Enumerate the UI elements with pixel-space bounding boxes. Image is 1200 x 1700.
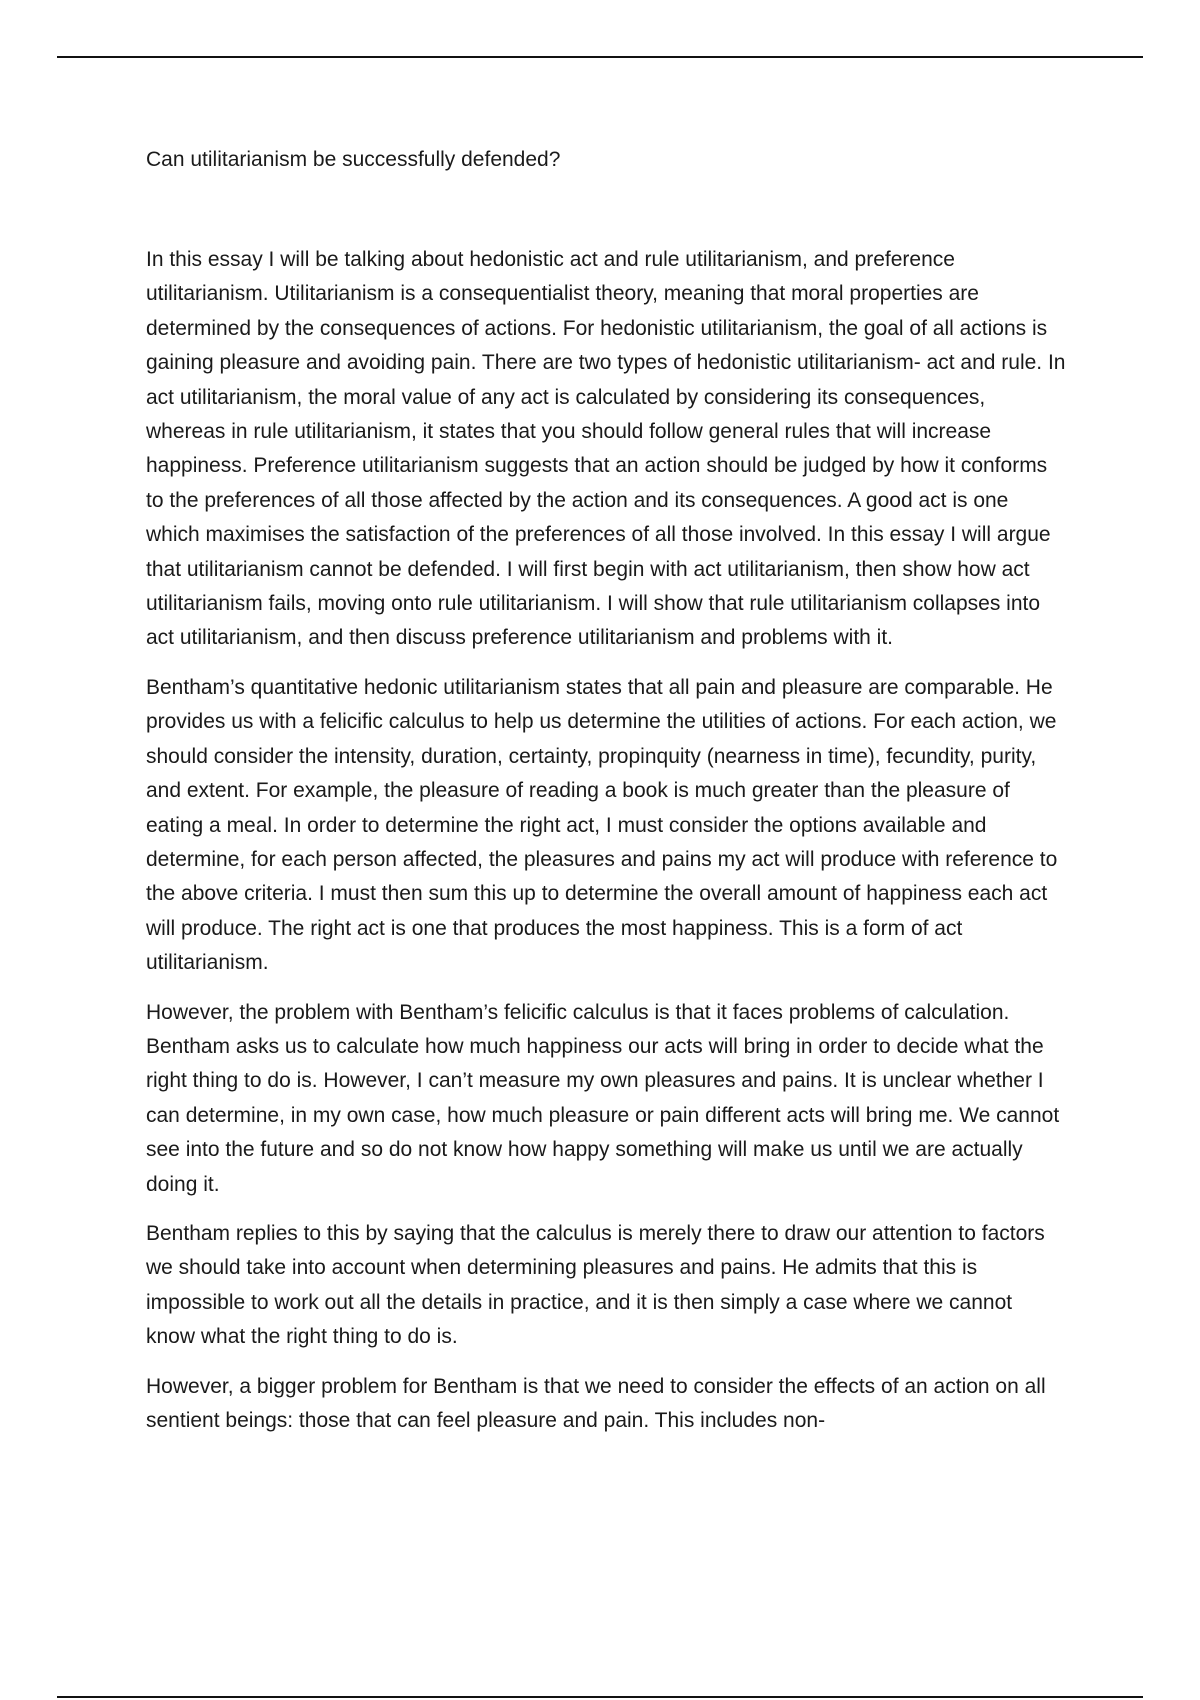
paragraph-intro: In this essay I will be talking about hedonistic act and rule utilitarianism, and preference utilitarianism. Utilitarianism is a consequentialist theory, meaning that moral properties are determined by the consequences of actions. For hedonistic utilitarianism, the goal of all actions is gaining pleasure and avoiding pain. There are two types of hedonistic utilitarianism- act and rule. In act utilitarianism, the moral value of any act is calculated by considering its consequences, whereas in rule utilitarianism, it states that you should follow general rules that will increase happiness. Preference utilitarianism suggests that an action should be judged by how it conforms to the preferences of all those affected by the action and its consequences. A good act is one which maximises the satisfaction of the preferences of all those involved. In this essay I will argue that utilitarianism cannot be defended. I will first begin with act utilitarianism, then show how act utilitarianism fails, moving onto rule utilitarianism. I will show that rule utilitarianism collapses into act utilitarianism, and then discuss preference utilitarianism and problems with it.	[146, 248, 1066, 650]
essay-title: Can utilitarianism be successfully defended?	[146, 148, 561, 171]
paragraph-sentient-beings: However, a bigger problem for Bentham is that we need to consider the effects of an action on all sentient beings: those that can feel pleasure and pain. This includes non-	[146, 1374, 1046, 1432]
document-body	[146, 145, 1066, 1453]
footer-rule	[57, 1696, 1143, 1698]
header-rule	[57, 56, 1143, 58]
paragraph-bentham-calculus: Bentham’s quantitative hedonic utilitarianism states that all pain and pleasure are comparable. He provides us with a felicific calculus to help us determine the utilities of actions. For each action, we should consider the intensity, duration, certainty, propinquity (nearness in time), fecundity, purity, and extent. For example, the pleasure of reading a book is much greater than the pleasure of eating a meal. In order to determine the right act, I must consider the options available and determine, for each person affected, the pleasures and pains my act will produce with reference to the above criteria. I must then sum this up to determine the overall amount of happiness each act will produce. The right act is one that produces the most happiness. This is a form of act utilitarianism.	[146, 675, 1058, 975]
paragraph-calculation-problem: However, the problem with Bentham’s felicific calculus is that it faces problems of calculation. Bentham asks us to calculate how much happiness our acts will bring in order to decide what the right thing to do is. However, I can’t measure my own pleasures and pains. It is unclear whether I can determine, in my own case, how much pleasure or pain different acts will bring me. We cannot see into the future and so do not know how happy something will make us until we are actually doing it.	[146, 1000, 1060, 1196]
paragraph-bentham-reply: Bentham replies to this by saying that the calculus is merely there to draw our attention to factors we should take into account when determining pleasures and pains. He admits that this is impossible to work out all the details in practice, and it is then simply a case where we cannot know what the right thing to do is.	[146, 1221, 1045, 1349]
